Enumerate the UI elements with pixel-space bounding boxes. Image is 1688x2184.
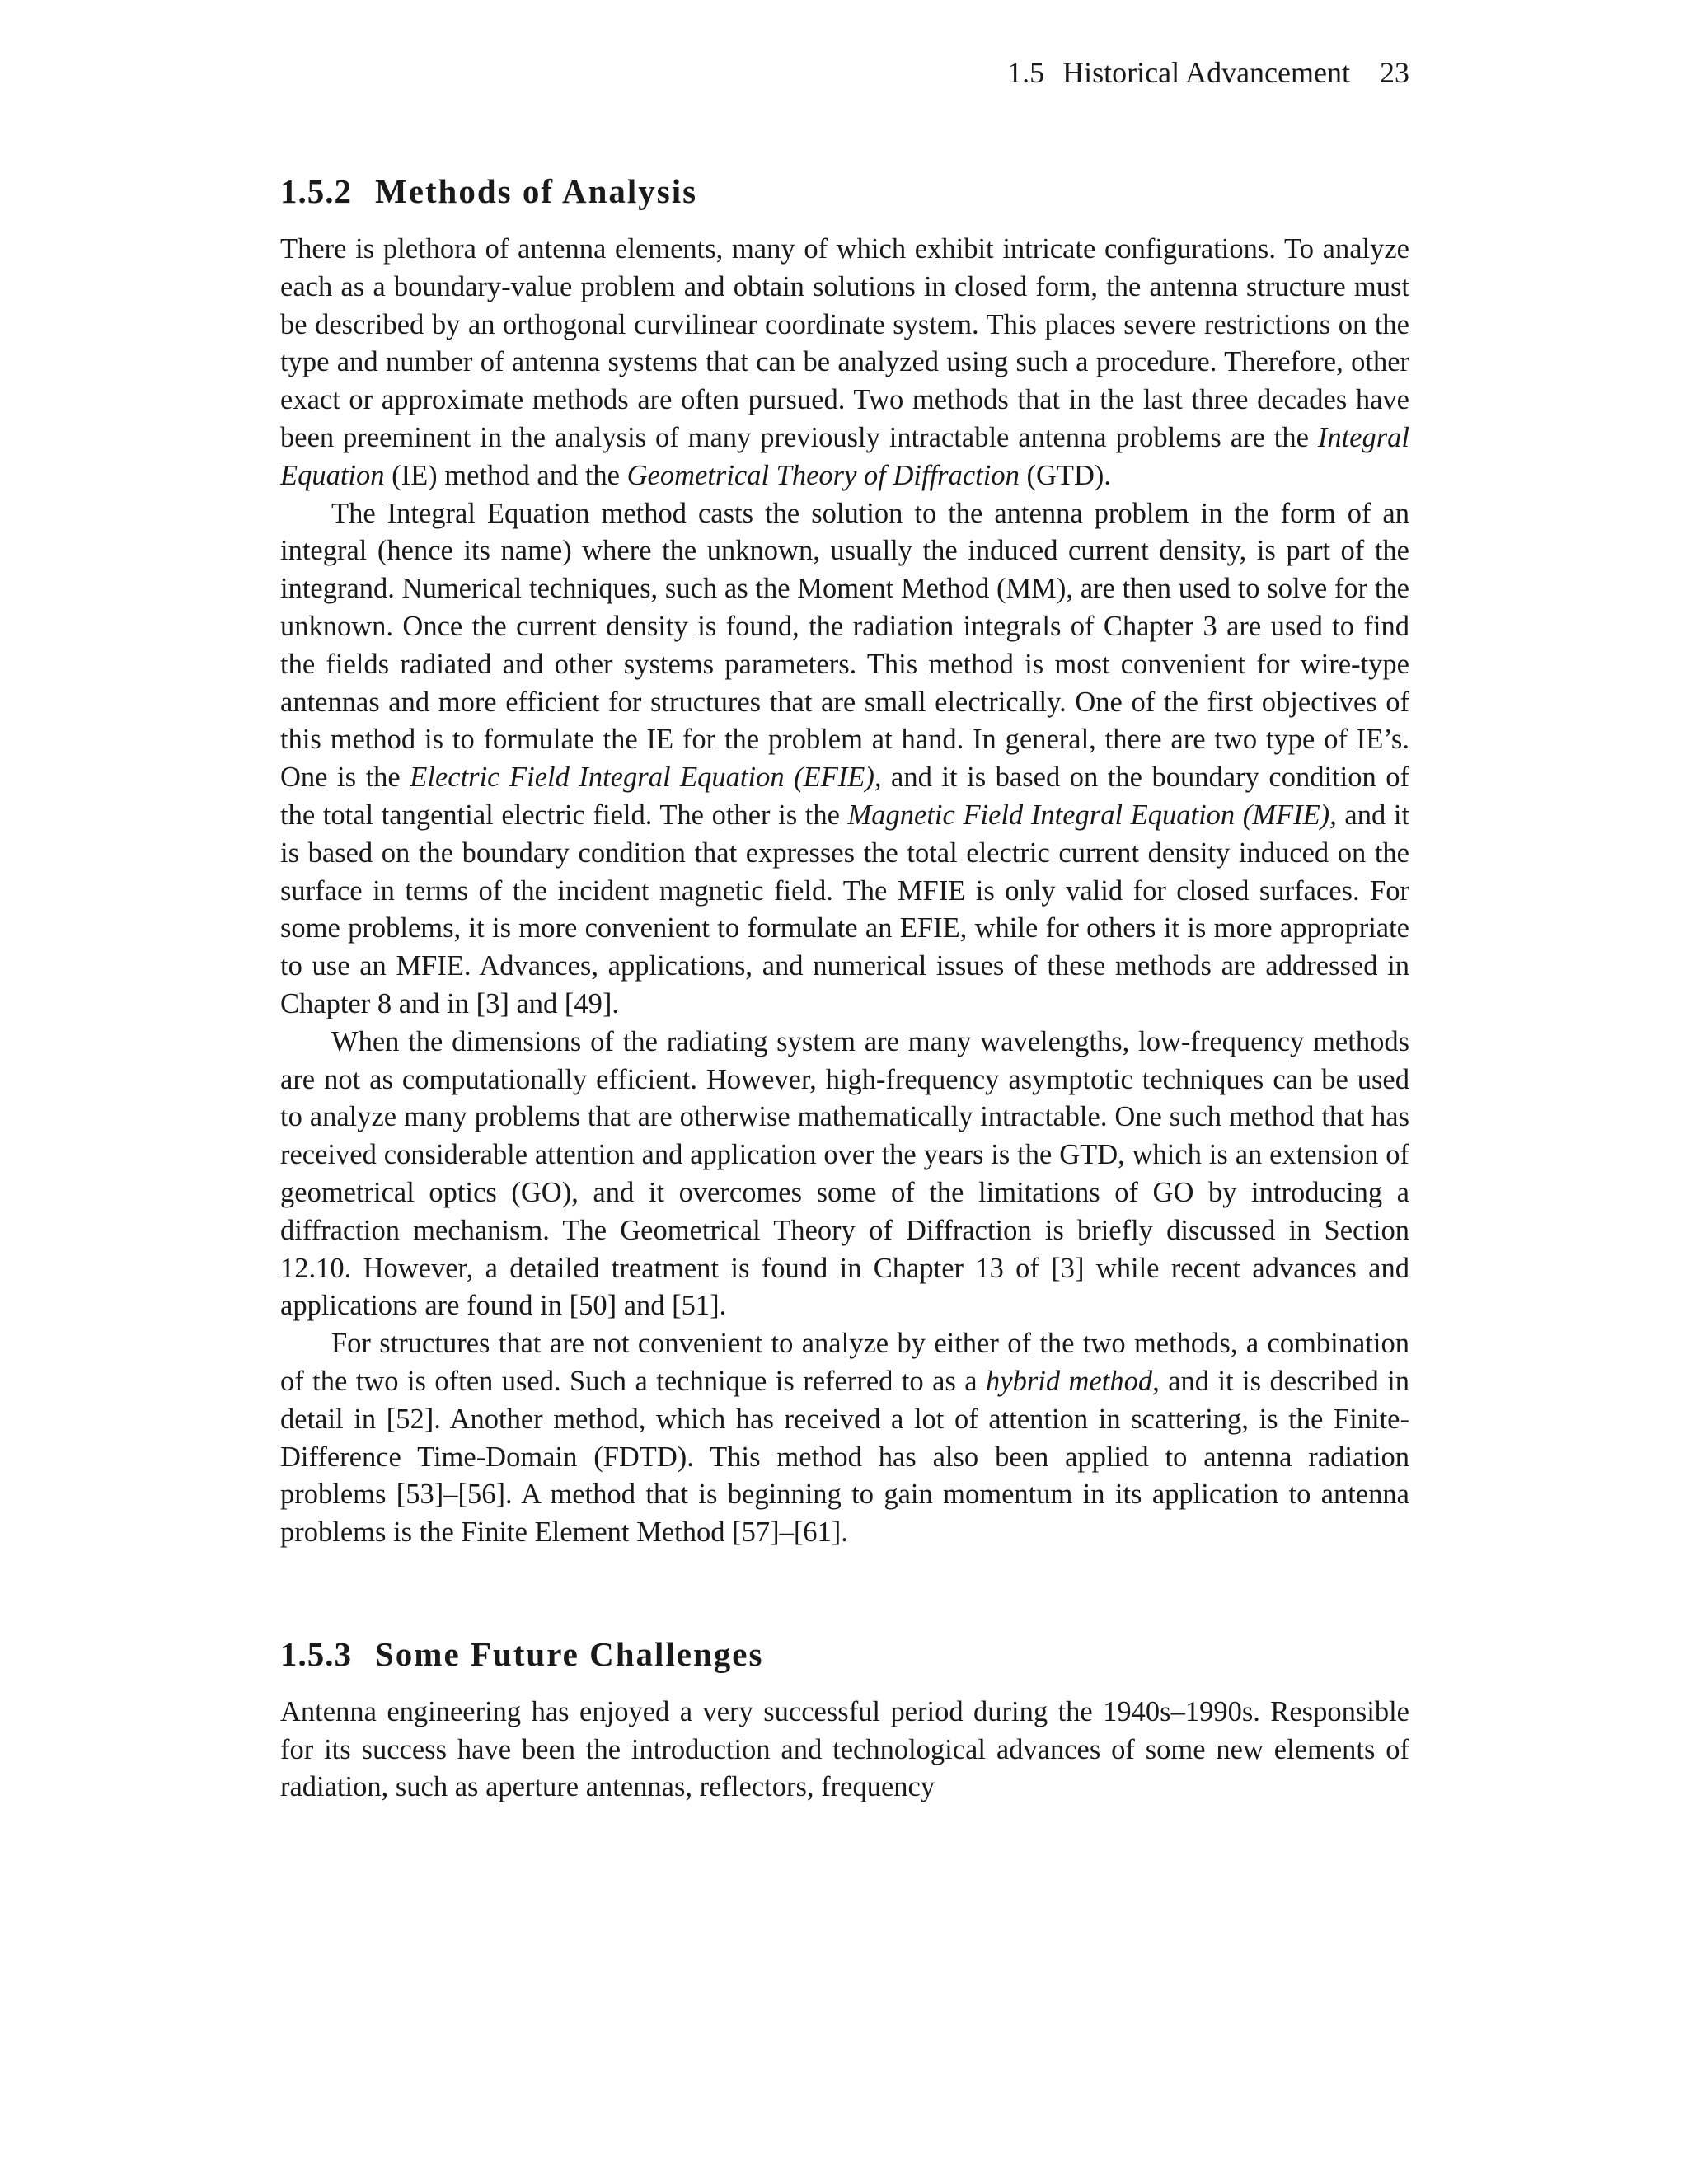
paragraph xyxy=(280,1325,1409,1552)
section-some-future-challenges xyxy=(280,1631,1409,1807)
paragraph-text: For structures that are not convenient to analyze by either of the two methods, a combination of the two is often used. Such a technique is referred to as a xyxy=(280,1328,1409,1397)
running-head-section-title: Historical Advancement xyxy=(1062,56,1350,89)
section-heading xyxy=(280,168,1409,214)
paragraph xyxy=(280,495,1409,1024)
paragraph-text: and it is described in detail in [52]. Another method, which has received a lot of attention in scattering, is the Finite-Difference Time-Domain (FDTD). This method has also been applied to antenna radiation problems [53]–[56]. A method that is beginning to gain momentum in its application to antenna problems is the Finite Element Method [57]–[61]. xyxy=(280,1365,1409,1549)
paragraph-text: and it is based on the boundary condition of the total tangential electric field. The other is the xyxy=(280,762,1409,831)
italic-term: Integral Equation xyxy=(280,421,1409,491)
section-number: 1.5.2 xyxy=(280,172,352,210)
italic-term: Magnetic Field Integral Equation (MFIE), xyxy=(847,799,1337,831)
section-number: 1.5.3 xyxy=(280,1634,352,1673)
section-title: Some Future Challenges xyxy=(375,1634,764,1673)
section-title: Methods of Analysis xyxy=(375,172,698,210)
section-methods-of-analysis xyxy=(280,168,1409,1552)
page-number: 23 xyxy=(1380,56,1409,89)
paragraph-text: and it is based on the boundary condition that expresses the total electric current density induced on the surface in terms of the incident magnetic field. The MFIE is only valid for closed surfaces. For some problems, it is more convenient to formulate an EFIE, while for others it is more appropriate to use an MFIE. Advances, applications, and numerical issues of these methods are addressed in Chapter 8 and in [3] and [49]. xyxy=(280,799,1410,1019)
paragraph-text: There is plethora of antenna elements, many of which exhibit intricate configurations. To analyze each as a boundary-value problem and obtain solutions in closed form, the antenna structure must be described by an orthogonal curvilinear coordinate system. This places severe restrictions on the type and number of antenna systems that can be analyzed using such a procedure. Therefore, other exact or approximate methods are often pursued. Two methods that in the last three decades have been preeminent in the analysis of many previously intractable antenna problems are the xyxy=(280,233,1409,453)
book-page xyxy=(280,49,1409,1807)
paragraph-text: (GTD). xyxy=(1019,459,1111,491)
paragraph: Antenna engineering has enjoyed a very successful period during the 1940s–1990s. Responsible for its success have been the introduction and technological advances of some new elements of radiation, such as aperture antennas, reflectors, frequency xyxy=(280,1695,1409,1803)
italic-term: Electric Field Integral Equation (EFIE), xyxy=(410,762,882,794)
running-head-section-number: 1.5 xyxy=(1007,56,1045,89)
paragraph xyxy=(280,231,1409,495)
paragraph: When the dimensions of the radiating system are many wavelengths, low-frequency methods are not as computationally efficient. However, high-frequency asymptotic techniques can be used to analyze many problems that are otherwise mathematically intractable. One such method that has received considerable attention and application over the years is the GTD, which is an extension of geometrical optics (GO), and it overcomes some of the limitations of GO by introducing a diffraction mechanism. The Geometrical Theory of Diffraction is briefly discussed in Section 12.10. However, a detailed treatment is found in Chapter 13 of [3] while recent advances and applications are found in [50] and [51]. xyxy=(280,1025,1409,1322)
paragraph-text: The Integral Equation method casts the solution to the antenna problem in the form of an integral (hence its name) where the unknown, usually the induced current density, is part of the integrand. Numerical techniques, such as the Moment Method (MM), are then used to solve for the unknown. Once the current density is found, the radiation integrals of Chapter 3 are used to find the fields radiated and other systems parameters. This method is most convenient for wire-type antennas and more efficient for structures that are small electrically. One of the first objectives of this method is to formulate the IE for the problem at hand. In general, there are two type of IE’s. One is the xyxy=(280,497,1409,794)
running-head xyxy=(280,49,1409,96)
paragraph-text: (IE) method and the xyxy=(384,459,627,491)
italic-term: hybrid method, xyxy=(986,1365,1160,1397)
section-heading xyxy=(280,1631,1409,1677)
italic-term: Geometrical Theory of Diffraction xyxy=(626,459,1020,491)
